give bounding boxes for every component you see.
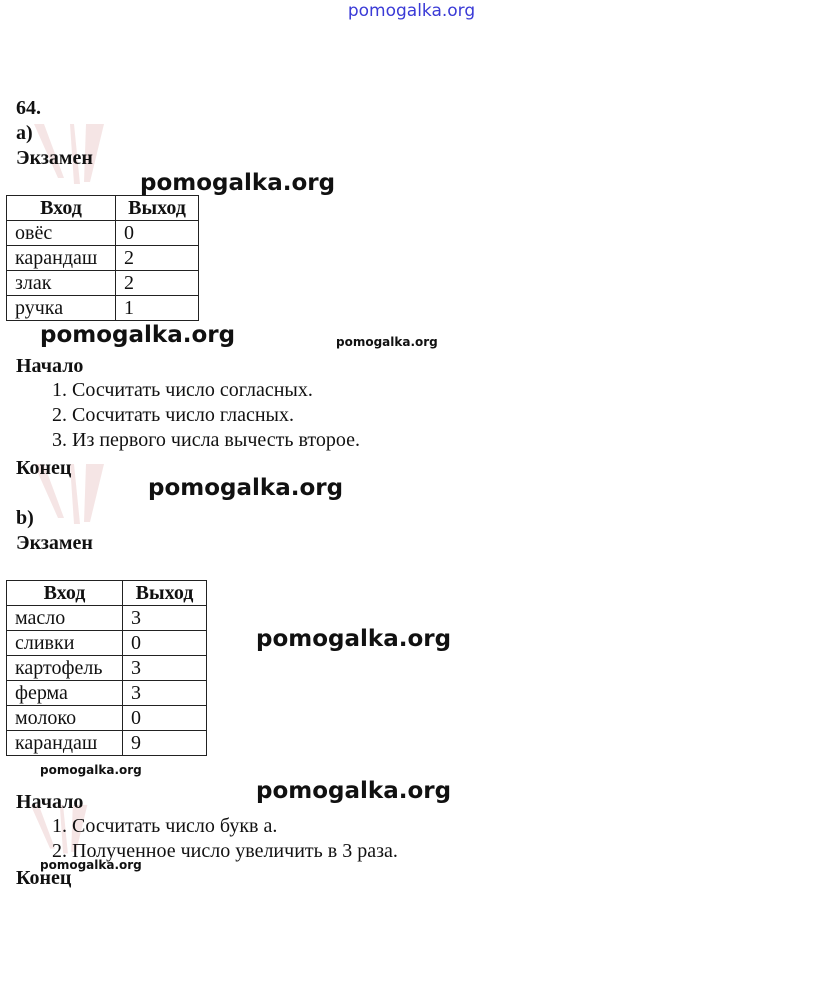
table-row <box>7 731 207 756</box>
watermark: pomogalka.org <box>256 626 452 652</box>
cell-input: ферма <box>7 681 123 706</box>
cell-output: 1 <box>116 296 199 321</box>
cell-input: злак <box>7 271 116 296</box>
cell-input: сливки <box>7 631 123 656</box>
part-a-start: Начало <box>16 355 84 377</box>
table-row <box>7 706 207 731</box>
part-a-end: Конец <box>16 457 72 479</box>
column-header-output: Выход <box>116 196 199 221</box>
part-b-label: b) <box>16 507 34 529</box>
table-row <box>7 221 199 246</box>
watermark-top: pomogalka.org <box>347 1 476 21</box>
watermark-small: pomogalka.org <box>40 763 142 777</box>
table-header-row <box>7 581 207 606</box>
part-b-table <box>6 580 207 756</box>
cell-input: молоко <box>7 706 123 731</box>
cell-output: 3 <box>123 606 207 631</box>
part-b-steps <box>52 814 398 864</box>
cell-output: 2 <box>116 271 199 296</box>
list-item: 3. Из первого числа вычесть второе. <box>52 429 361 451</box>
watermark: pomogalka.org <box>256 778 452 804</box>
table-row <box>7 681 207 706</box>
part-b-end: Конец <box>16 867 72 889</box>
cell-output: 0 <box>123 706 207 731</box>
part-a-subtitle: Экзамен <box>16 147 93 169</box>
cell-output: 9 <box>123 731 207 756</box>
table-row <box>7 296 199 321</box>
cell-input: карандаш <box>7 246 116 271</box>
part-a-steps <box>52 378 360 453</box>
cell-output: 0 <box>123 631 207 656</box>
part-b-start: Начало <box>16 791 84 813</box>
cell-input: карандаш <box>7 731 123 756</box>
column-header-output: Выход <box>123 581 207 606</box>
table-row <box>7 631 207 656</box>
watermark: pomogalka.org <box>148 475 344 501</box>
list-item: 1. Сосчитать число букв а. <box>52 815 278 837</box>
cell-input: масло <box>7 606 123 631</box>
column-header-input: Вход <box>7 581 123 606</box>
table-row <box>7 246 199 271</box>
table-row <box>7 271 199 296</box>
cell-input: ручка <box>7 296 116 321</box>
table-header-row <box>7 196 199 221</box>
watermark-small: pomogalka.org <box>336 335 438 349</box>
cell-output: 3 <box>123 656 207 681</box>
part-a-table <box>6 195 199 321</box>
watermark: pomogalka.org <box>40 322 236 348</box>
part-a-label: а) <box>16 122 33 144</box>
watermark: pomogalka.org <box>140 170 336 196</box>
watermark-small: pomogalka.org <box>40 858 142 872</box>
table-row <box>7 656 207 681</box>
list-item: 2. Сосчитать число гласных. <box>52 404 294 426</box>
column-header-input: Вход <box>7 196 116 221</box>
part-b-subtitle: Экзамен <box>16 532 93 554</box>
cell-output: 0 <box>116 221 199 246</box>
cell-input: овёс <box>7 221 116 246</box>
table-row <box>7 606 207 631</box>
list-item: 1. Сосчитать число согласных. <box>52 379 313 401</box>
list-item: 2. Полученное число увеличить в 3 раза. <box>52 840 398 862</box>
cell-output: 3 <box>123 681 207 706</box>
task-number: 64. <box>16 97 41 119</box>
cell-output: 2 <box>116 246 199 271</box>
cell-input: картофель <box>7 656 123 681</box>
